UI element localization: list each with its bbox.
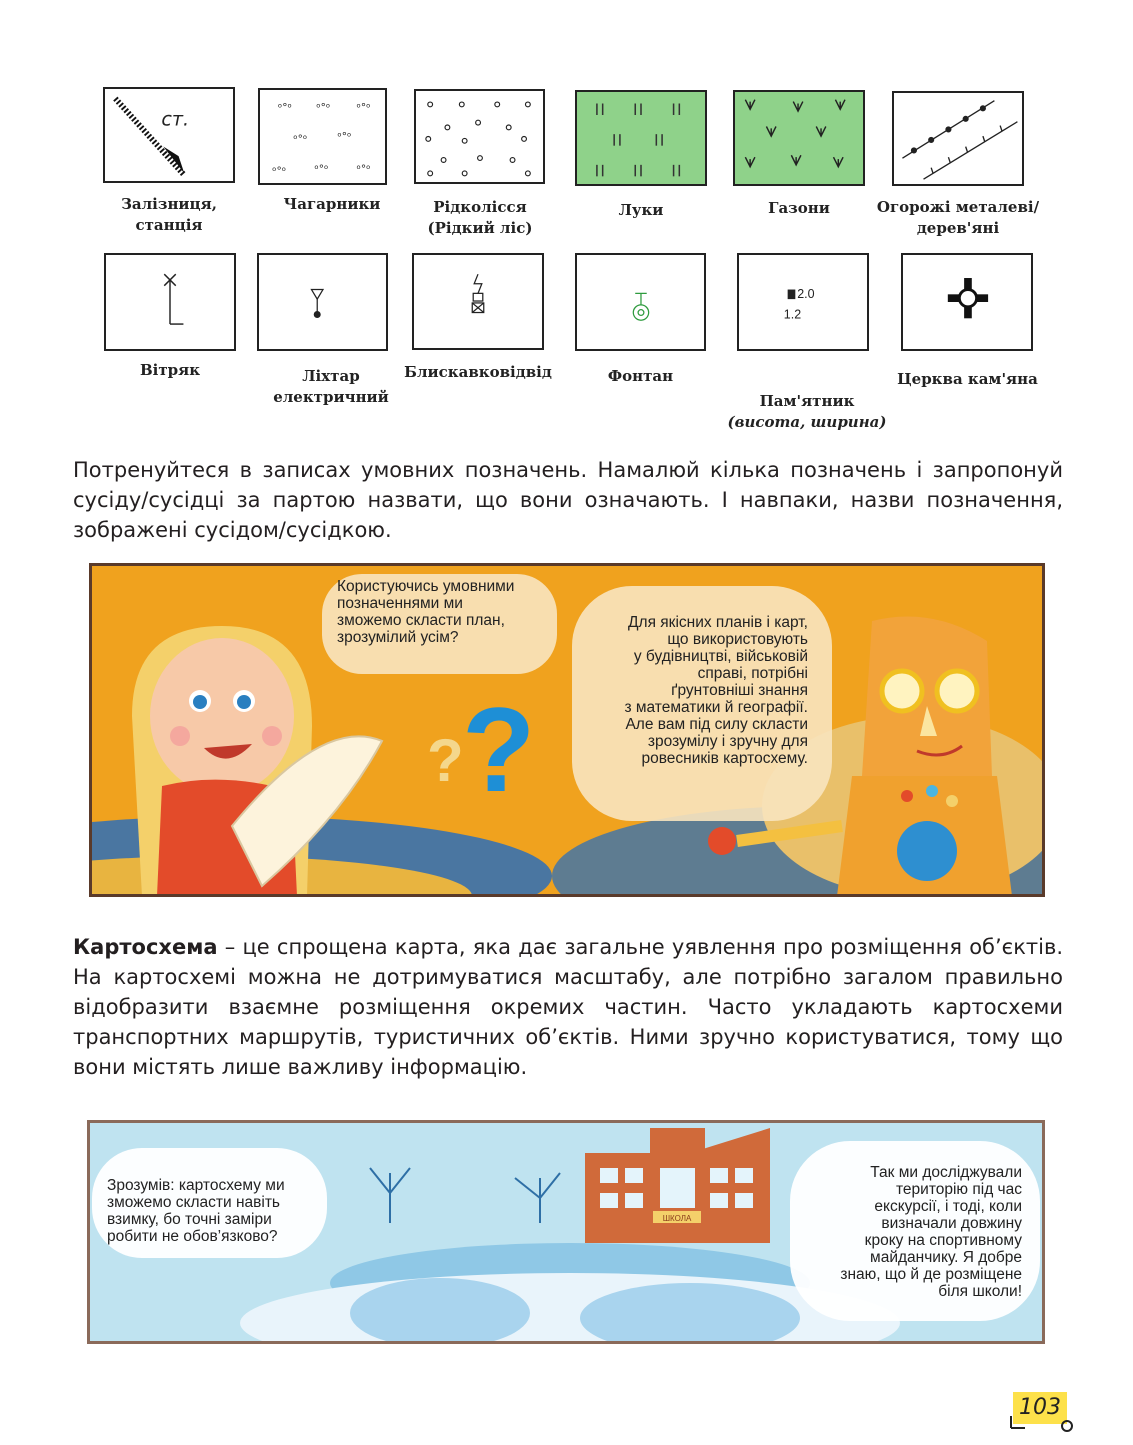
svg-text:?: ? bbox=[427, 727, 464, 794]
svg-text:ᵒ°ᵒ: ᵒ°ᵒ bbox=[316, 102, 331, 115]
stone-church-icon bbox=[901, 253, 1033, 351]
comic-panel-winter-school bbox=[87, 1120, 1045, 1344]
svg-text:ᵒ°ᵒ: ᵒ°ᵒ bbox=[277, 102, 292, 115]
svg-text:ᵒ°ᵒ: ᵒ°ᵒ bbox=[337, 130, 352, 143]
boy-speech-bubble: Зрозумів: картосхему ми зможемо скласти навіть взимку, бо точні заміри робити не обов’язково? bbox=[107, 1177, 285, 1245]
legend-caption-meadow: Луки bbox=[618, 201, 664, 219]
lightning-rod-icon bbox=[412, 253, 544, 350]
robot-speech-bubble: Для якісних планів і карт, що використовують у будівництві, військовій справі, потрібні ґрунтовніші знання з математики й географії. Але вам під силу скласти зрозумілу і зручну для ровесників картосхему. bbox=[624, 614, 808, 767]
legend-caption-stone-church: Церква кам'яна bbox=[897, 370, 1038, 388]
monument-caption-note: (висота, ширина) bbox=[727, 413, 887, 431]
svg-text:?: ? bbox=[462, 683, 536, 817]
fountain-icon bbox=[575, 253, 706, 351]
definition-term: Картосхема bbox=[73, 935, 218, 959]
lawn-icon bbox=[733, 90, 865, 186]
railway-station-label: ст. bbox=[161, 107, 190, 131]
school-sign: ШКОЛА bbox=[662, 1214, 692, 1223]
legend-caption-street-lamp: Ліхтар електричний bbox=[273, 367, 389, 406]
definition-paragraph bbox=[73, 932, 1063, 1082]
girl-speech-bubble: Користуючись умовними позначеннями ми зможемо скласти план, зрозумілий усім? bbox=[337, 578, 515, 646]
exercise-paragraph: Потренуйтеся в записах умовних позначень. Намалюй кілька позначень і запропонуй сусіду/сусідці за партою назвати, що вони означають. І навпаки, назви позначення, зображені сусідом/сусідкою. bbox=[73, 458, 1063, 542]
legend-caption-railway: Залізниця, станція bbox=[121, 195, 217, 234]
legend-caption-monument bbox=[722, 370, 892, 454]
railway-station-icon bbox=[103, 87, 235, 183]
meadow-icon bbox=[575, 90, 707, 186]
sparse-forest-icon bbox=[414, 89, 545, 184]
legend-caption-sparse-forest: Рідколісся (Рідкий ліс) bbox=[427, 198, 533, 237]
monument-icon bbox=[737, 253, 869, 351]
definition-text: – це спрощена карта, яка дає загальне уявлення про розміщення об’єктів. На картосхемі можна не дотримуватися масштабу, але потрібно загалом правильно відобразити взаємне розміщення окремих частин. Часто укладають картосхеми транспортних маршрутів, туристичних об’єктів. Ними зручно користуватися, тому що вони містять лише важливу інформацію. bbox=[73, 935, 1063, 1079]
page-number: 103 bbox=[1013, 1392, 1067, 1424]
legend-caption-lawn: Газони bbox=[768, 199, 830, 217]
monument-caption-title: Пам'ятник bbox=[759, 392, 855, 410]
svg-text:ᵒ°ᵒ: ᵒ°ᵒ bbox=[356, 163, 371, 176]
legend-caption-fountain: Фонтан bbox=[607, 367, 674, 385]
monument-height-text: 2.0 bbox=[797, 287, 815, 302]
street-lamp-icon bbox=[257, 253, 388, 351]
legend-caption-shrubs: Чагарники bbox=[283, 195, 381, 213]
svg-text:ᵒ°ᵒ: ᵒ°ᵒ bbox=[293, 133, 308, 146]
shrubs-icon bbox=[258, 88, 387, 185]
legend-caption-fence: Огорожі металеві/ дерев'яні bbox=[876, 198, 1040, 237]
fence-icon bbox=[892, 91, 1024, 186]
windmill-icon bbox=[104, 253, 236, 351]
girl-speech-bubble-winter: Так ми досліджували територію під час екскурсії, і тоді, коли визначали довжину кроку на спортивному майданчику. Я добре знаю, що й де розміщене біля школи! bbox=[840, 1164, 1022, 1300]
legend-caption-windmill: Вітряк bbox=[139, 361, 201, 379]
svg-text:ᵒ°ᵒ: ᵒ°ᵒ bbox=[356, 102, 371, 115]
legend-caption-lightning-rod: Блискавковідвід bbox=[404, 363, 552, 381]
page-corner-mark bbox=[1005, 1412, 1077, 1436]
comic-panel-girl-robot bbox=[89, 563, 1045, 897]
svg-text:ᵒ°ᵒ: ᵒ°ᵒ bbox=[272, 165, 287, 178]
svg-text:ᵒ°ᵒ: ᵒ°ᵒ bbox=[314, 163, 329, 176]
monument-width-text: 1.2 bbox=[783, 307, 802, 322]
